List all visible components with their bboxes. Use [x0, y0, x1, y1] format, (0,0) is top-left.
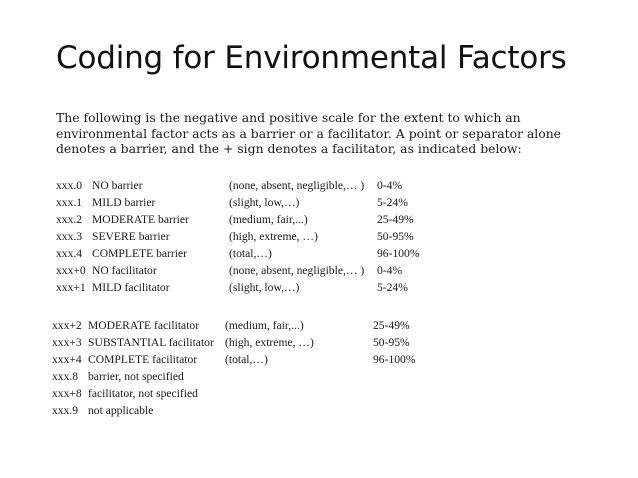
code-row — [52, 317, 433, 334]
code-row — [56, 211, 437, 228]
code-cell: xxx.1 — [56, 196, 83, 209]
description-cell — [225, 385, 373, 402]
code-cell: xxx+4 — [52, 353, 82, 366]
label-cell: barrier, not specified — [88, 370, 184, 383]
code-row — [56, 228, 437, 245]
range-cell: 50-95% — [373, 336, 410, 349]
description-cell: (none, absent, negligible,… ) — [229, 264, 365, 277]
code-row — [56, 245, 437, 262]
code-cell: xxx.2 — [56, 213, 83, 226]
label-cell: MILD barrier — [92, 196, 156, 209]
code-row — [52, 368, 433, 385]
code-cell: xxx+1 — [56, 281, 86, 294]
code-row — [52, 385, 433, 402]
range-cell: 25-49% — [373, 319, 410, 332]
range-cell: 0-4% — [377, 179, 403, 192]
range-cell: 96-100% — [377, 247, 420, 260]
description-cell: (total,…) — [229, 247, 272, 260]
description-cell — [225, 402, 373, 419]
range-cell: 0-4% — [377, 264, 403, 277]
code-row — [56, 177, 437, 194]
code-row — [56, 262, 437, 279]
description-cell — [225, 368, 373, 385]
label-cell: not applicable — [88, 404, 154, 417]
range-cell: 25-49% — [377, 213, 414, 226]
code-cell: xxx+0 — [56, 264, 86, 277]
range-cell: 50-95% — [377, 230, 414, 243]
range-cell: 5-24% — [377, 196, 408, 209]
intro-paragraph: The following is the negative and positive scale for the extent to which an environmental factor acts as a barrier or a facilitator. A point or separator alone denotes a barrier, and the + sign denotes a facilitator, as indicated below: — [56, 110, 562, 156]
code-cell: xxx+8 — [52, 387, 82, 400]
code-row — [52, 351, 433, 368]
code-cell: xxx.0 — [56, 179, 83, 192]
code-cell: xxx+3 — [52, 336, 82, 349]
label-cell: facilitator, not specified — [88, 387, 198, 400]
slide-title: Coding for Environmental Factors — [56, 40, 567, 76]
label-cell: NO facilitator — [92, 264, 157, 277]
description-cell: (medium, fair,...) — [229, 213, 308, 226]
label-cell: SUBSTANTIAL facilitator — [88, 336, 214, 349]
label-cell: MODERATE barrier — [92, 213, 189, 226]
code-cell: xxx.4 — [56, 247, 83, 260]
label-cell: MODERATE facilitator — [88, 319, 200, 332]
description-cell: (high, extreme, …) — [225, 336, 314, 349]
label-cell: SEVERE barrier — [92, 230, 170, 243]
code-cell: xxx+2 — [52, 319, 82, 332]
description-cell: (slight, low,…) — [229, 196, 300, 209]
code-row — [52, 402, 433, 419]
range-cell — [373, 368, 433, 385]
label-cell: NO barrier — [92, 179, 143, 192]
range-cell: 96-100% — [373, 353, 416, 366]
label-cell: COMPLETE facilitator — [88, 353, 198, 366]
description-cell: (total,…) — [225, 353, 268, 366]
code-row — [52, 334, 433, 351]
description-cell: (slight, low,…) — [229, 281, 300, 294]
code-cell: xxx.8 — [52, 370, 79, 383]
label-cell: MILD facilitator — [92, 281, 170, 294]
description-cell: (medium, fair,...) — [225, 319, 304, 332]
code-cell: xxx.9 — [52, 404, 79, 417]
code-table-facilitators — [52, 317, 433, 419]
code-table-barriers — [56, 177, 437, 296]
description-cell: (high, extreme, …) — [229, 230, 318, 243]
label-cell: COMPLETE barrier — [92, 247, 187, 260]
range-cell: 5-24% — [377, 281, 408, 294]
code-row — [56, 194, 437, 211]
code-row — [56, 279, 437, 296]
code-cell: xxx.3 — [56, 230, 83, 243]
range-cell — [373, 402, 433, 419]
description-cell: (none, absent, negligible,… ) — [229, 179, 365, 192]
range-cell — [373, 385, 433, 402]
